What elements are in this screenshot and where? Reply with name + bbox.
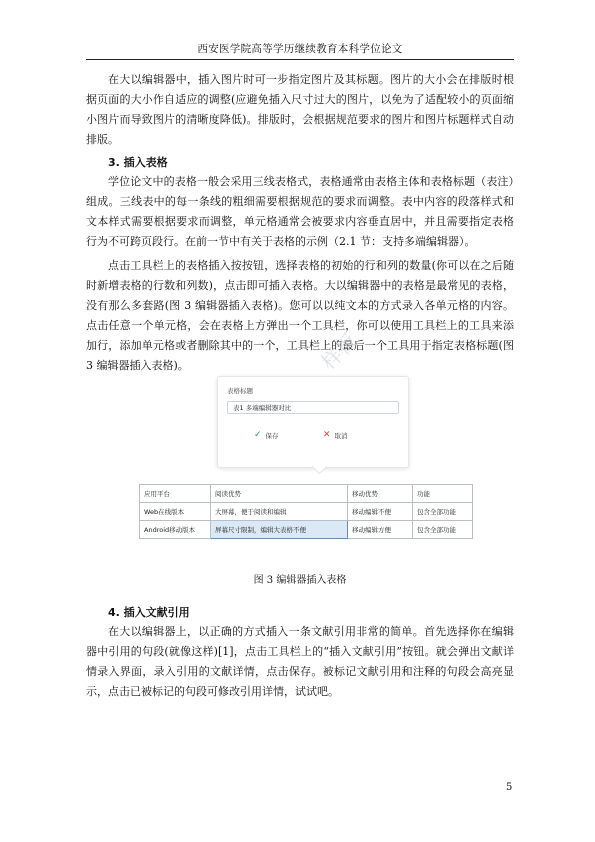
watermark: 样板 [316,328,362,375]
section-heading-insert-table: 3. 插入表格 [108,156,168,169]
table-title-input[interactable]: 表1 多端编辑器对比 [227,401,399,414]
editor-comparison-table [139,484,473,539]
table-header-cell[interactable]: 阅读优势 [211,485,348,503]
paragraph-table-format: 学位论文中的表格一般会采用三线表格式，表格通常由表格主体和表格标题（表注）组成。三线表中的每一条线的粗细需要根据规范的要求而调整。表中内容的段落样式和文本样式需要根据要求而调整，单元格通常会被要求内容垂直居中，并且需要指定表格行为不可跨页段行。在前一节中有关于表格的示例（2.1 节：支持多端编辑器）。 [86,175,514,248]
running-header: 西安医学院高等学历继续教育本科学位论文 [86,41,514,60]
section-heading-insert-citation: 4. 插入文献引用 [108,606,190,619]
popup-pointer [312,459,328,475]
table-cell[interactable]: 大屏幕，便于阅读和编辑 [211,503,348,521]
paragraph-citation-insertion: 在大以编辑器上，以正确的方式插入一条文献引用非常的简单。首先选择你在编辑器中引用的句段(就像这样)[1]，点击工具栏上的“插入文献引用”按钮。就会弹出文献详情录入界面，录入引用的文献详情，点击保存。被标记文献引用和注释的句段会高亮显示，点击已被标记的句段可修改引用详情，试试吧。 [86,625,514,698]
table-row [140,503,473,521]
save-button[interactable] [254,430,279,440]
save-label: 保存 [265,431,279,440]
table-row [140,521,473,539]
table-title-label: 表格标题 [227,387,253,395]
table-cell[interactable]: 包含全部功能 [413,503,473,521]
table-cell[interactable]: 移动编辑方便 [348,521,413,539]
table-header-row [140,485,473,503]
table-header-cell[interactable]: 移动优势 [348,485,413,503]
paragraph-table-insertion: 点击工具栏上的表格插入按按钮，选择表格的初始的行和列的数量(你可以在之后随时新增表格的行数和列数)，点击即可插入表格。大以编辑器中的表格是最常见的表格，没有那么多套路(图 3 编辑器插入表格)。您可以以纯文本的方式录入各单元格的内容。点击任意一个单元格，会在表格上方弹出一个工具栏，你可以使用工具栏上的工具来添加行，添加单元格或者删除其中的一个，工具栏上的最后一个工具用于指定表格标题(图 3 编辑器插入表格)。 [86,259,514,372]
page-number: 5 [506,782,513,793]
table-cell[interactable]: 包含全部功能 [413,521,473,539]
table-cell[interactable]: Android移动版本 [140,521,211,539]
cancel-label: 取消 [334,431,348,440]
table-header-cell[interactable]: 应用平台 [140,485,211,503]
cancel-button[interactable] [323,430,348,440]
table-title-editor-popup [217,376,409,468]
check-icon: ✓ [254,430,262,440]
table-header-cell[interactable]: 功能 [413,485,473,503]
paragraph-image-insertion: 在大以编辑器中，插入图片时可一步指定图片及其标题。图片的大小会在排版时根据页面的大小作自适应的调整(应避免插入尺寸过大的图片，以免为了适配较小的页面缩小图片而导致图片的清晰度降低)。排版时，会根据规范要求的图片和图片标题样式自动排版。 [86,73,514,146]
table-cell[interactable]: Web在线版本 [140,503,211,521]
table-cell-selected[interactable]: 屏幕尺寸限制，编辑大表格不便 [211,521,348,539]
close-icon: ✕ [323,430,331,440]
table-cell[interactable]: 移动编辑不便 [348,503,413,521]
figure-caption: 图 3 编辑器插入表格 [253,575,347,586]
